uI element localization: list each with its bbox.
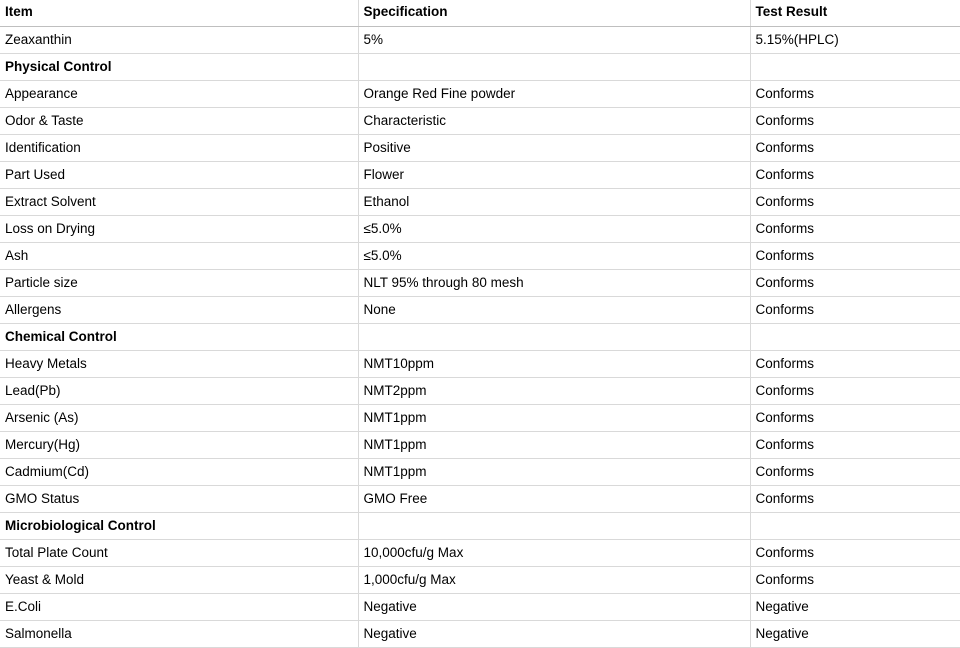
cell-test-result: Conforms: [750, 378, 960, 405]
table-row: [0, 594, 960, 621]
cell-item: Lead(Pb): [0, 378, 358, 405]
table-row: [0, 405, 960, 432]
table-row: [0, 27, 960, 54]
cell-specification: NLT 95% through 80 mesh: [358, 270, 750, 297]
table-row: [0, 540, 960, 567]
cell-test-result: Negative: [750, 621, 960, 648]
table-row: [0, 567, 960, 594]
cell-test-result: Conforms: [750, 432, 960, 459]
table-row: [0, 270, 960, 297]
cell-specification: [358, 513, 750, 540]
cell-test-result: Conforms: [750, 351, 960, 378]
cell-item: E.Coli: [0, 594, 358, 621]
table-row: [0, 432, 960, 459]
cell-item: Cadmium(Cd): [0, 459, 358, 486]
cell-specification: ≤5.0%: [358, 243, 750, 270]
cell-specification: ≤5.0%: [358, 216, 750, 243]
column-header-specification: Specification: [358, 0, 750, 27]
cell-item: Allergens: [0, 297, 358, 324]
table-row: [0, 459, 960, 486]
cell-test-result: Conforms: [750, 459, 960, 486]
cell-test-result: Conforms: [750, 567, 960, 594]
cell-specification: 5%: [358, 27, 750, 54]
cell-test-result: [750, 54, 960, 81]
table-row: [0, 162, 960, 189]
cell-specification: None: [358, 297, 750, 324]
cell-test-result: Conforms: [750, 243, 960, 270]
cell-item: Total Plate Count: [0, 540, 358, 567]
cell-test-result: Conforms: [750, 405, 960, 432]
cell-test-result: Conforms: [750, 162, 960, 189]
cell-specification: Negative: [358, 594, 750, 621]
cell-item: Heavy Metals: [0, 351, 358, 378]
cell-test-result: Conforms: [750, 297, 960, 324]
table-row: [0, 486, 960, 513]
table-row: [0, 189, 960, 216]
table-row: [0, 297, 960, 324]
table-row: [0, 621, 960, 648]
cell-test-result: Conforms: [750, 81, 960, 108]
table-row: [0, 351, 960, 378]
cell-item: Zeaxanthin: [0, 27, 358, 54]
cell-specification: Characteristic: [358, 108, 750, 135]
cell-specification: Orange Red Fine powder: [358, 81, 750, 108]
cell-item: Physical Control: [0, 54, 358, 81]
cell-item: Salmonella: [0, 621, 358, 648]
column-header-item: Item: [0, 0, 358, 27]
cell-item: Loss on Drying: [0, 216, 358, 243]
cell-specification: 1,000cfu/g Max: [358, 567, 750, 594]
cell-item: Identification: [0, 135, 358, 162]
cell-item: Part Used: [0, 162, 358, 189]
cell-specification: [358, 324, 750, 351]
cell-test-result: Conforms: [750, 540, 960, 567]
table-row: [0, 216, 960, 243]
cell-specification: GMO Free: [358, 486, 750, 513]
cell-specification: NMT10ppm: [358, 351, 750, 378]
cell-test-result: 5.15%(HPLC): [750, 27, 960, 54]
table-row: [0, 378, 960, 405]
cell-specification: [358, 54, 750, 81]
table-section-row: [0, 513, 960, 540]
cell-test-result: Negative: [750, 594, 960, 621]
column-header-test-result: Test Result: [750, 0, 960, 27]
cell-test-result: Conforms: [750, 108, 960, 135]
cell-item: Appearance: [0, 81, 358, 108]
cell-item: Odor & Taste: [0, 108, 358, 135]
cell-specification: NMT1ppm: [358, 405, 750, 432]
cell-item: Ash: [0, 243, 358, 270]
cell-specification: Negative: [358, 621, 750, 648]
cell-item: Particle size: [0, 270, 358, 297]
table-row: [0, 135, 960, 162]
cell-specification: Positive: [358, 135, 750, 162]
table-row: [0, 108, 960, 135]
cell-item: Yeast & Mold: [0, 567, 358, 594]
cell-specification: NMT1ppm: [358, 432, 750, 459]
cell-specification: Ethanol: [358, 189, 750, 216]
table-section-row: [0, 54, 960, 81]
cell-item: Chemical Control: [0, 324, 358, 351]
cell-test-result: Conforms: [750, 270, 960, 297]
table-section-row: [0, 324, 960, 351]
cell-specification: 10,000cfu/g Max: [358, 540, 750, 567]
table-row: [0, 243, 960, 270]
table-header-row: [0, 0, 960, 27]
cell-test-result: Conforms: [750, 135, 960, 162]
cell-item: Extract Solvent: [0, 189, 358, 216]
cell-test-result: Conforms: [750, 216, 960, 243]
cell-specification: Flower: [358, 162, 750, 189]
cell-test-result: [750, 324, 960, 351]
cell-item: Arsenic (As): [0, 405, 358, 432]
cell-specification: NMT1ppm: [358, 459, 750, 486]
cell-item: GMO Status: [0, 486, 358, 513]
cell-test-result: Conforms: [750, 189, 960, 216]
cell-test-result: Conforms: [750, 486, 960, 513]
cell-item: Microbiological Control: [0, 513, 358, 540]
cell-item: Mercury(Hg): [0, 432, 358, 459]
cell-test-result: [750, 513, 960, 540]
cell-specification: NMT2ppm: [358, 378, 750, 405]
table-row: [0, 81, 960, 108]
